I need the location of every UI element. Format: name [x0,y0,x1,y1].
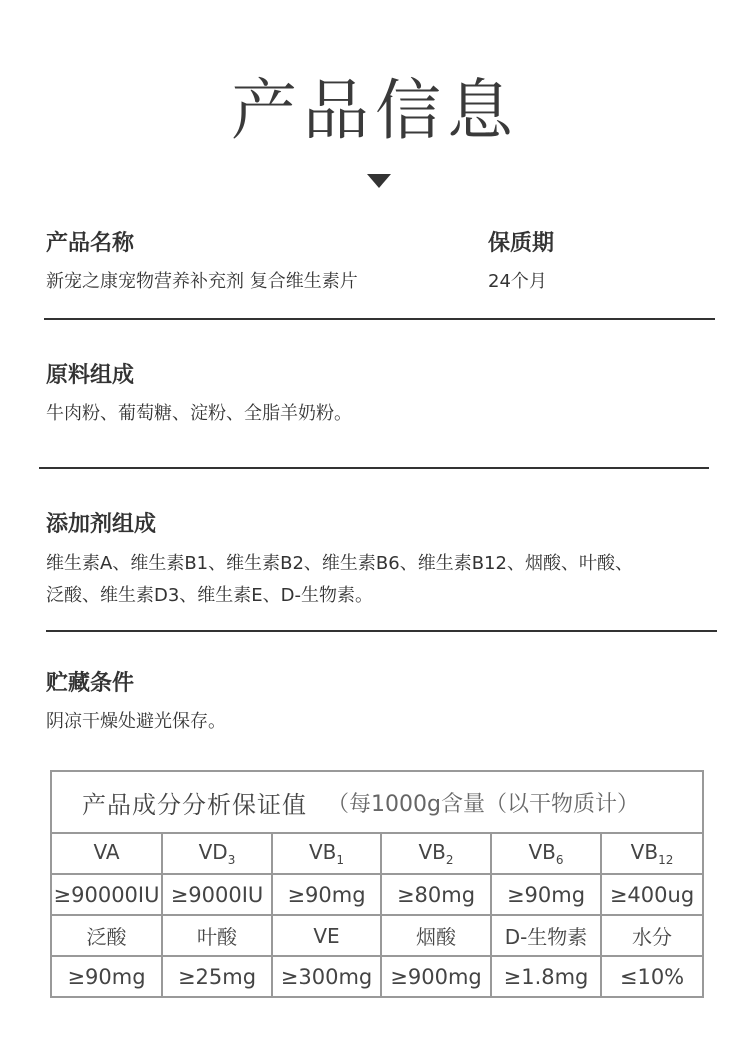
additives-text-line1: 维生素A、维生素B1、维生素B2、维生素B6、维生素B12、烟酸、叶酸、 [46,553,633,574]
analysis-table [50,770,704,998]
divider [46,630,717,632]
table-cell: ≥400ug [601,874,702,915]
table-header-cell: D-生物素 [491,915,601,956]
table-header-cell: $VB_{12}$ [601,834,702,874]
table-cell: ≥80mg [381,874,491,915]
storage-text: 阴凉干燥处避光保存。 [46,711,226,732]
table-cell: ≥90mg [491,874,601,915]
product-name-heading: 产品名称 [46,231,135,256]
table-cell: ≥9000IU [162,874,272,915]
table-header-cell: $VB_1$ [272,834,381,874]
ingredients-heading: 原料组成 [46,363,135,388]
table-row [52,915,702,956]
table-header-cell: $VB_6$ [491,834,601,874]
additives-text-line2: 泛酸、维生素D3、维生素E、D-生物素。 [46,585,374,606]
table-cell: ≥900mg [381,956,491,996]
divider [39,467,709,469]
table-header-cell: 水分 [601,915,702,956]
shelf-life-heading: 保质期 [488,231,555,256]
table-caption [52,772,702,834]
additives-heading: 添加剂组成 [46,512,157,537]
table-cell: ≥90mg [272,874,381,915]
table-caption-title: 产品成分分析保证值 [82,790,307,819]
table-cell: ≥1.8mg [491,956,601,996]
table-row [52,874,702,915]
table-cell: ≥90mg [52,956,162,996]
page-title: 产品信息 [231,72,519,149]
table-header-cell: 烟酸 [381,915,491,956]
table-cell: ≤10% [619,964,685,989]
table-header-cell: $VB_2$ [381,834,491,874]
product-name-text: 新宠之康宠物营养补充剂 复合维生素片 [46,271,358,292]
table-cell: ≥90000IU [52,874,162,915]
table-row [52,834,702,874]
storage-heading: 贮藏条件 [46,671,135,696]
table-header-cell: 泛酸 [52,915,162,956]
table-row [52,956,702,996]
down-arrow-icon [367,174,391,188]
table-cell: ≥25mg [162,956,272,996]
divider [44,318,715,320]
table-caption-note: （每1000g含量（以干物质计） [327,791,639,817]
table-header-cell: $VD_3$ [162,834,272,874]
analysis-grid [52,834,702,996]
table-cell: ≥300mg [272,956,381,996]
shelf-life-text: 24个月 [488,271,547,292]
table-header-cell: VE [272,915,381,956]
ingredients-text: 牛肉粉、葡萄糖、淀粉、全脂羊奶粉。 [46,403,352,424]
table-header-cell: VA [52,834,162,874]
table-header-cell: 叶酸 [162,915,272,956]
